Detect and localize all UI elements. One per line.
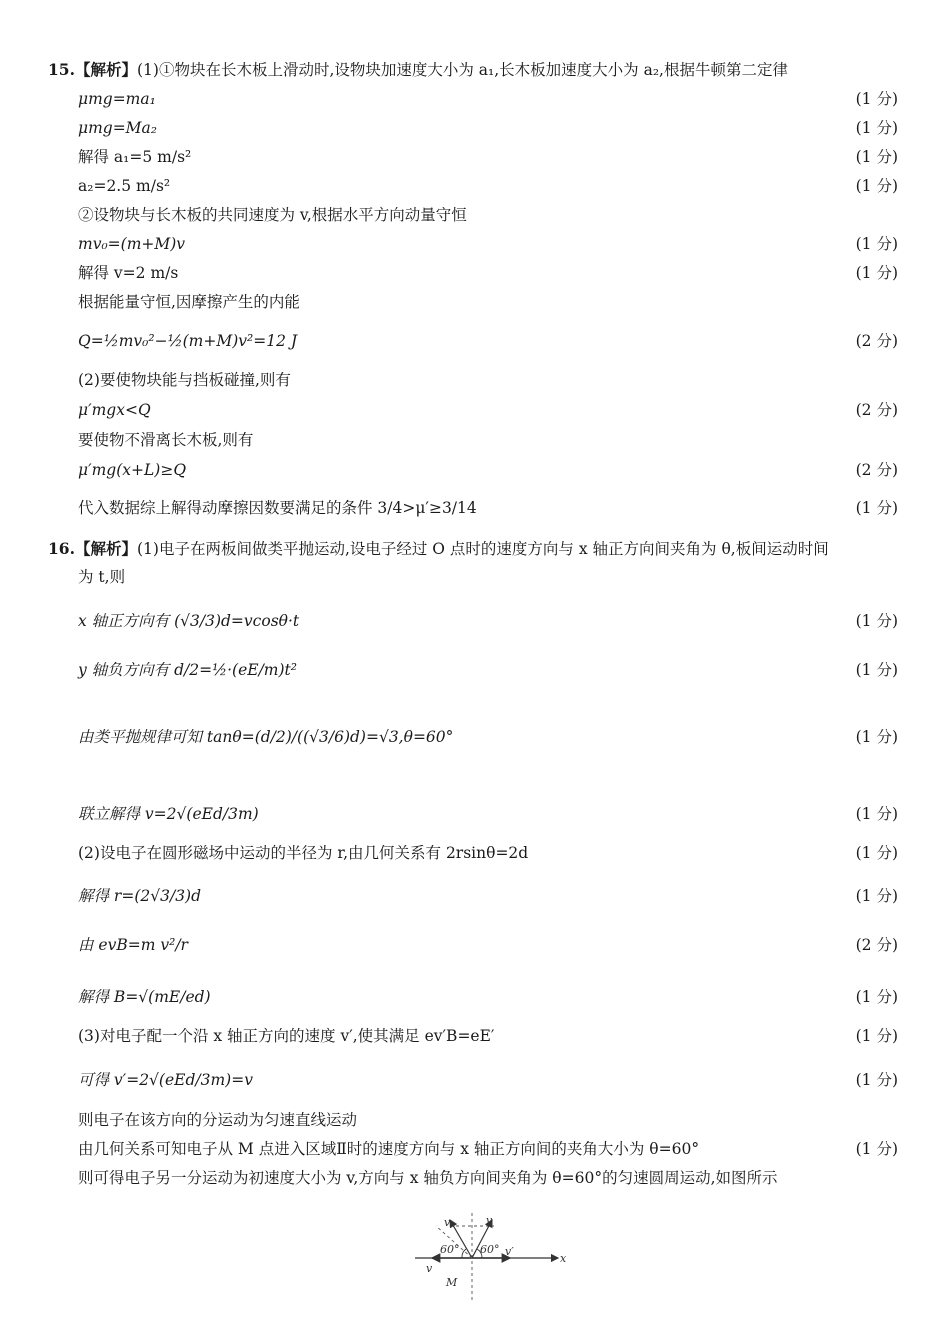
q15-text: 代入数据综上解得动摩擦因数要满足的条件 3/4>μ′≥3/14 <box>78 499 477 517</box>
q16-line-intro-2 <box>78 567 898 587</box>
q15-score: (1 分) <box>855 177 898 195</box>
q16-text: (3)对电子配一个沿 x 轴正方向的速度 v′,使其满足 ev′B=eE′ <box>78 1027 495 1045</box>
q16-line-7 <box>78 987 898 1007</box>
q16-equation: 解得 B=√(mE/ed) <box>78 988 211 1006</box>
label-v-prime: v′ <box>505 1245 514 1258</box>
q15-equation: μmg=Ma₂ <box>78 119 158 137</box>
q15-equation: μ′mg(x+L)≥Q <box>78 461 187 479</box>
q16-intro-text: 为 t,则 <box>78 568 126 586</box>
q16-text: (2)设电子在圆形磁场中运动的半径为 r,由几何关系有 2rsinθ=2d <box>78 844 529 862</box>
q16-line-2 <box>78 727 898 747</box>
q15-text: 根据能量守恒,因摩擦产生的内能 <box>78 293 300 311</box>
q15-score: (2 分) <box>855 401 898 419</box>
q16-equation: 可得 v′=2√(eEd/3m)=v <box>78 1071 253 1089</box>
q15-text: 要使物不滑离长木板,则有 <box>78 431 254 449</box>
q15-text: ②设物块与长木板的共同速度为 v,根据水平方向动量守恒 <box>78 206 467 224</box>
q16-text: 由几何关系可知电子从 M 点进入区域Ⅱ时的速度方向与 x 轴正方向间的夹角大小为 θ=60° <box>78 1140 700 1158</box>
label-angle-left: 60° <box>440 1243 460 1256</box>
label-v-bottom: v <box>426 1262 433 1275</box>
q16-equation: x 轴正方向有 (√3/3)d=vcosθ·t <box>78 612 300 630</box>
q15-equation: μ′mgx<Q <box>78 401 151 419</box>
q15-score: (1 分) <box>855 148 898 166</box>
q15-line-text: (1)①物块在长木板上滑动时,设物块加速度大小为 a₁,长木板加速度大小为 a₂,根据牛顿第二定律 <box>136 61 788 79</box>
q16-line-9 <box>78 1070 898 1090</box>
q15-score: (1 分) <box>855 90 898 108</box>
q16-intro-text: (1)电子在两板间做类平抛运动,设电子经过 O 点时的速度方向与 x 轴正方向间夹角为 θ,板间运动时间 <box>136 540 829 558</box>
q16-line-10 <box>78 1110 898 1130</box>
q16-tag: 【解析】 <box>74 539 137 558</box>
label-point-m: M <box>446 1276 458 1289</box>
q16-line-11 <box>78 1139 898 1159</box>
q16-score: (1 分) <box>855 805 898 823</box>
q15-line-7 <box>78 263 898 283</box>
q15-line-14 <box>78 498 898 518</box>
q15-score: (1 分) <box>855 499 898 517</box>
q16-equation: 解得 r=(2√3/3)d <box>78 887 202 905</box>
q16-score: (1 分) <box>855 988 898 1006</box>
q16-line-5 <box>78 886 898 906</box>
q16-line-8 <box>78 1026 898 1046</box>
q15-score: (2 分) <box>855 332 898 350</box>
q16-line-0 <box>78 611 898 631</box>
q16-score: (1 分) <box>855 1140 898 1158</box>
q16-score: (1 分) <box>855 661 898 679</box>
q15-line-0 <box>48 60 898 80</box>
label-angle-right: 60° <box>480 1243 500 1256</box>
q15-line-2 <box>78 118 898 138</box>
q16-line-intro-1 <box>48 539 898 559</box>
q16-score: (1 分) <box>855 844 898 862</box>
q16-line-3 <box>78 804 898 824</box>
q16-line-1 <box>78 660 898 680</box>
q16-equation: 由类平抛规律可知 tanθ=(d/2)/((√3/6)d)=√3,θ=60° <box>78 728 454 746</box>
q16-number: 16. <box>48 539 75 558</box>
q16-score: (2 分) <box>855 936 898 954</box>
q15-score: (1 分) <box>855 235 898 253</box>
q15-score: (1 分) <box>855 119 898 137</box>
q16-score: (1 分) <box>855 612 898 630</box>
q15-line-12 <box>78 430 898 450</box>
q16-equation: 联立解得 v=2√(eEd/3m) <box>78 805 259 823</box>
q15-line-5 <box>78 205 898 225</box>
q15-equation: μmg=ma₁ <box>78 90 156 108</box>
angle-arc-left <box>462 1249 466 1258</box>
q16-text: 则可得电子另一分运动为初速度大小为 v,方向与 x 轴负方向间夹角为 θ=60°的匀速圆周运动,如图所示 <box>78 1169 778 1187</box>
q15-equation: mv₀=(m+M)v <box>78 235 186 253</box>
q15-equation: 解得 a₁=5 m/s² <box>78 148 192 166</box>
q15-line-1 <box>78 89 898 109</box>
label-v-top-left: v <box>444 1216 451 1229</box>
q16-score: (1 分) <box>855 887 898 905</box>
q16-score: (1 分) <box>855 1027 898 1045</box>
q15-line-8 <box>78 292 898 312</box>
q15-equation: a₂=2.5 m/s² <box>78 177 171 195</box>
q15-line-10 <box>78 370 898 390</box>
q16-score: (1 分) <box>855 728 898 746</box>
q15-text: (2)要使物块能与挡板碰撞,则有 <box>78 371 291 389</box>
q16-line-12 <box>78 1168 898 1188</box>
q15-tag: 【解析】 <box>74 60 137 79</box>
q15-line-3 <box>78 147 898 167</box>
q16-line-4 <box>78 843 898 863</box>
q16-line-6 <box>78 935 898 955</box>
q16-score: (1 分) <box>855 1071 898 1089</box>
q15-line-11 <box>78 400 898 420</box>
q16-equation: 由 evB=m v²/r <box>78 936 188 954</box>
q15-line-13 <box>78 460 898 480</box>
q16-equation: y 轴负方向有 d/2=½·(eE/m)t² <box>78 661 297 679</box>
q15-score: (1 分) <box>855 264 898 282</box>
q15-score: (2 分) <box>855 461 898 479</box>
q15-equation: 解得 v=2 m/s <box>78 264 179 282</box>
q15-line-4 <box>78 176 898 196</box>
q15-equation: Q=½mv₀²−½(m+M)v²=12 J <box>78 332 298 350</box>
velocity-diagram <box>410 1198 575 1308</box>
q15-line-9 <box>78 331 898 351</box>
q15-number: 15. <box>48 60 75 79</box>
q15-line-6 <box>78 234 898 254</box>
q16-text: 则电子在该方向的分运动为匀速直线运动 <box>78 1111 358 1129</box>
label-v-top-right: v <box>486 1214 493 1227</box>
label-axis-x: x <box>560 1252 567 1265</box>
